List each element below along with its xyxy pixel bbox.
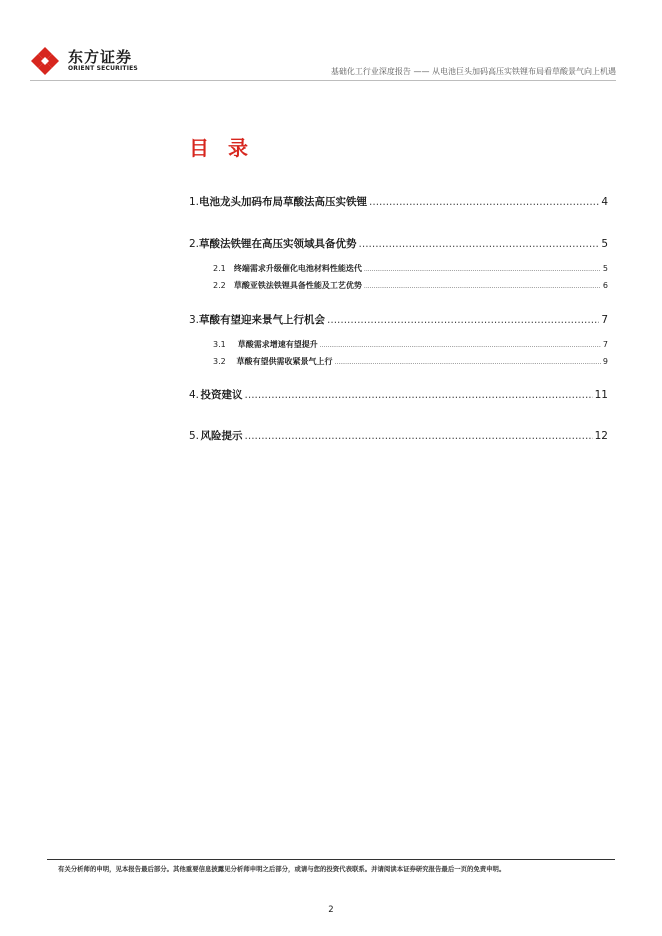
toc-entry-page: 11 — [594, 389, 608, 401]
toc-entry-3[interactable] — [189, 312, 608, 327]
logo-english-name: ORIENT SECURITIES — [68, 65, 138, 72]
logo-chinese-name: 东方证券 — [68, 48, 133, 66]
toc-entry-title: 投资建议 — [200, 389, 243, 401]
toc-entry-number: 2. — [189, 238, 200, 250]
toc-entry-title: 终端需求升级催化电池材料性能迭代 — [233, 264, 362, 273]
toc-entry-number: 5. — [189, 430, 200, 442]
footer-divider — [47, 859, 615, 860]
orient-securities-logo — [30, 44, 150, 80]
footer-disclaimer: 有关分析师的申明，见本报告最后部分。其他重要信息披露见分析师申明之后部分，或请与您的投资代表联系。并请阅读本证券研究报告最后一页的免责申明。 — [58, 865, 506, 873]
toc-entry-title: 电池龙头加码布局草酸法高压实铁锂 — [199, 196, 368, 208]
toc-entry-number: 2.1 — [213, 264, 226, 273]
toc-heading: 目 录 — [189, 136, 254, 160]
toc-entry-number: 1. — [189, 196, 200, 208]
toc-entry-page: 7 — [602, 340, 608, 349]
toc-leader-dots — [245, 430, 593, 442]
toc-entry-page: 7 — [601, 314, 608, 326]
toc-leader-dots — [364, 283, 601, 290]
toc-leader-dots — [327, 314, 599, 326]
toc-entry-title: 草酸有望迎来景气上行机会 — [199, 314, 326, 326]
toc-entry-title: 风险提示 — [200, 430, 243, 442]
toc-leader-dots — [335, 359, 601, 366]
toc-entry-page: 5 — [601, 238, 608, 250]
toc-entry-number: 3.2 — [213, 357, 226, 366]
toc-entry-number: 3.1 — [213, 340, 226, 349]
toc-entry-title: 草酸亚铁法铁锂具备性能及工艺优势 — [233, 281, 362, 290]
page-number: 2 — [328, 905, 334, 915]
toc-leader-dots — [364, 266, 601, 273]
page-header — [0, 0, 662, 84]
toc-leader-dots — [245, 389, 593, 401]
toc-entry-title: 草酸法铁锂在高压实领域具备优势 — [199, 238, 357, 250]
toc-entry-page: 9 — [602, 357, 608, 366]
toc-leader-dots — [369, 196, 599, 208]
toc-entry-3-2[interactable] — [189, 356, 608, 367]
toc-entry-4[interactable] — [189, 387, 608, 402]
toc-entry-3-1[interactable] — [189, 339, 608, 350]
toc-entry-2-2[interactable] — [189, 280, 608, 291]
toc-entry-1[interactable] — [189, 194, 608, 209]
toc-entry-title: 草酸需求增速有望提升 — [237, 340, 318, 349]
toc-entry-page: 6 — [602, 281, 608, 290]
header-divider — [30, 80, 616, 81]
toc-entry-page: 12 — [594, 430, 608, 442]
toc-leader-dots — [320, 342, 601, 349]
logo-mark-icon — [30, 46, 60, 76]
toc-entry-page: 4 — [601, 196, 608, 208]
toc-entry-number: 3. — [189, 314, 200, 326]
toc-entry-2-1[interactable] — [189, 263, 608, 274]
toc-entry-page: 5 — [602, 264, 608, 273]
toc-entry-number: 4. — [189, 389, 200, 401]
toc-leader-dots — [359, 238, 600, 250]
toc-entry-number: 2.2 — [213, 281, 226, 290]
toc-entry-2[interactable] — [189, 236, 608, 251]
toc-entry-5[interactable] — [189, 428, 608, 443]
toc-entry-title: 草酸有望供需收紧景气上行 — [236, 357, 333, 366]
report-title: 基础化工行业深度报告 —— 从电池巨头加码高压实铁锂布局看草酸景气向上机遇 — [330, 67, 616, 76]
